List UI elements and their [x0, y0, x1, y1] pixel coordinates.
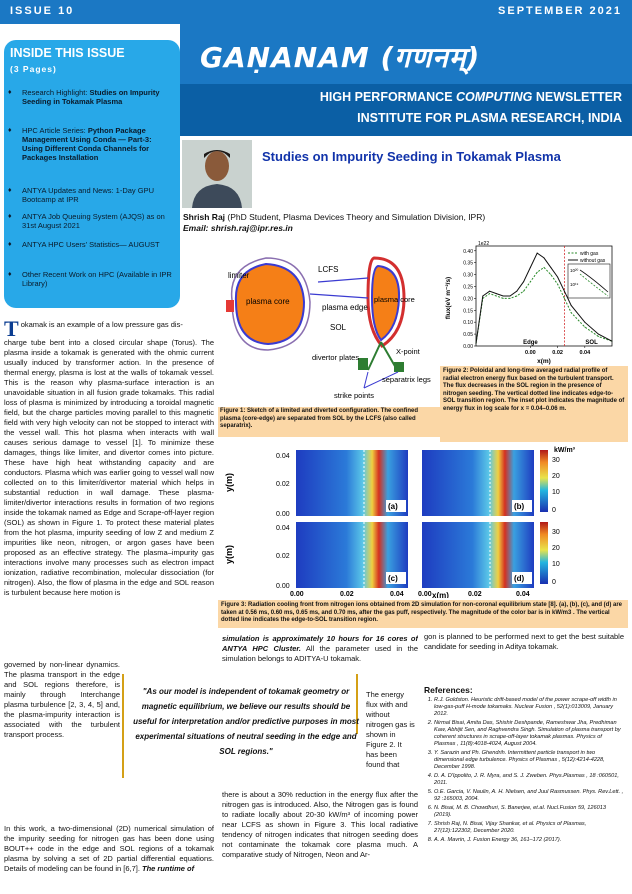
panel-label-b: (b)	[514, 502, 525, 511]
fig3-ytick: 0.04	[276, 453, 290, 460]
x-tick-label: 0.04	[579, 350, 591, 356]
fig3-ytick: 0.00	[276, 583, 290, 590]
colorbar-tick: 30	[552, 529, 560, 536]
reference-item: 2. Nirmal Bisai, Amita Das, Shishir Deshpande, Rameshwar Jha, Predhiman Kaw, Abhijit Sen, and Raghvendra Singh. Simulation of plasma transport by coherent structures in scrape-off-layer tokamak plasmas. Physics of Plasmas , 11(8):4018-4024, August 2004.	[434, 720, 624, 748]
fig3-ytick: 0.04	[276, 525, 290, 532]
data-point	[503, 296, 504, 297]
data-point	[496, 296, 497, 297]
fig3-xtick: 0.02	[468, 591, 482, 598]
quote-bar	[122, 674, 124, 778]
legend-label: with gas	[580, 251, 599, 257]
reference-item: 4. D. A. D'Ippolito, J. R. Myra, and S. J. Zweben. Phys.Plasmas , 18 :060501, 2011.	[434, 773, 624, 787]
data-point	[476, 343, 477, 344]
data-point	[530, 281, 531, 282]
label-sol: SOL	[330, 323, 347, 332]
sidebar-item[interactable]: ♦ ANTYA Updates and News: 1-Day GPU Bootcamp at IPR	[8, 186, 154, 204]
data-point	[530, 267, 531, 268]
label-divertor: divertor plates	[312, 353, 360, 362]
data-point	[523, 291, 524, 292]
reference-item: 7. Shrish Raj, N. Bisai, Vijay Shankar, et al. Physics of Plasmas, 27(12):122302, December 2020.	[434, 821, 624, 835]
data-point	[496, 293, 497, 294]
data-point	[557, 284, 558, 285]
data-point	[612, 341, 613, 342]
sidebar-item[interactable]: ♦ Other Recent Work on HPC (Available in IPR Library)	[8, 270, 172, 288]
colorbar-tick: 10	[552, 561, 560, 568]
data-point	[571, 305, 572, 306]
masthead-title: GAṆANAM (गणनम्)	[200, 41, 481, 74]
colorbar-tick: 20	[552, 545, 560, 552]
fig3-ytick: 0.02	[276, 553, 290, 560]
data-point	[557, 276, 558, 277]
data-point	[584, 322, 585, 323]
fig3-ylabel-top: y(m)	[224, 472, 234, 492]
panel-label-d: (d)	[514, 574, 525, 583]
data-point	[544, 257, 545, 258]
label-plasma-core-right: plasma core	[374, 295, 415, 304]
pull-quote: "As our model is independent of tokamak geometry or magnetic equilibrium, we believe our results should be useful for interpretation and/or predictive purposes in most experimental situations of neutral seeding in the edge and SOL regions."	[133, 687, 359, 756]
label-plasma-core-left: plasma core	[246, 297, 290, 306]
data-point	[482, 296, 483, 297]
author-photo	[182, 140, 252, 208]
y-tick-label: 0.00	[463, 344, 473, 350]
y-tick-label: 0.35	[463, 260, 473, 267]
x-tick-label: 0.00	[525, 350, 536, 356]
colorbar-top	[540, 450, 548, 512]
newsletter-subtitle: HIGH PERFORMANCE COMPUTING NEWSLETTER	[319, 90, 622, 104]
data-point	[489, 291, 490, 292]
fig3-xtick: 0.04	[390, 591, 404, 598]
fig3-xtick: 0.04	[516, 591, 530, 598]
body-paragraph-right: gon is planned to be performed next to get the best suitable candidate for seeding in Aditya tokamak.	[424, 632, 624, 651]
figure-2-chart	[440, 238, 620, 365]
data-point	[550, 267, 551, 268]
figure-1-caption: Figure 1: Sketch of a limited and diverted configuration. The confined plasma (core-edge) are separated from SOL by the LCFS (also called separatrix).	[218, 407, 440, 437]
data-point	[564, 291, 565, 292]
body-paragraph-middle: simulation is approximately 10 hours for 16 cores of ANTYA HPC Cluster. All the parameter used in the simulation belongs to ADITYA-U tokamak.	[222, 634, 418, 663]
data-point	[544, 267, 545, 268]
y-tick-label: 0.30	[463, 272, 473, 279]
body-paragraph-2: In this work, a two-dimensional (2D) numerical simulation of the impurity seeding for nitrogen gas has been done using BOUT++ code in the edge and SOL regions of a tokamak plasma by solving a set of 2D partial differential equations. Details of modeling can be found in [6,7]. The runtime of	[4, 824, 214, 873]
data-point	[550, 274, 551, 275]
body-paragraph-1: charge tube bent into a closed circular shape (Torus). The plasma inside a tokamak is generated with the ohmic current usually induced by transformer action. In the presence of thermal energy, plasma is lost at the walls of tokamak vessel. This is the reason why plasma-surface interaction is an unavoidable situation in all fusion grade tokamaks. This radial loss of plasma is minimized by introducing a toroidal magnetic field, but the charge particles moving parallel to this magnetic field with very high velocity can not be stopped to interact with the vessel wall. This hot plasma when interacts with wall causes serious damage to vessel [1]. To minimize these damages, things like limiter, and divertor comes into picture. These have high heat withstanding capacity and are conductors. Plasma which was earlier going to vessel wall now collected on to this limiter/divertor material which helps in substantial reduction in wall damage. These plasma-limiter/divertor interactions results in formation of two regions inside the tokamak named as Edge and Scrape-off-layer region (SOL) as shown in Figure 1. To protect these material plates from the hot plasma, impurity seeding of low Z and medium Z impurities like neon, nitrogen, or argon gases have been proposed as an effective strategy. The plasma–impurity gas interactions involve many processes such as electron impact ionization, radiative recombination, molecular dissociation (for nitrogen). Also, the flow of plasma in the edge and SOL reason is turbulent because here motion is	[4, 338, 214, 597]
data-point	[503, 298, 504, 299]
inside-this-issue-box	[4, 40, 180, 308]
issue-date: SEPTEMBER 2021	[498, 5, 622, 17]
colorbar-tick: 30	[552, 457, 560, 464]
colorbar-tick: 0	[552, 579, 556, 586]
diamond-bullet-icon: ♦	[8, 241, 12, 248]
top-bar	[0, 0, 632, 24]
figure-1-diagram	[218, 238, 440, 406]
sidebar-item[interactable]: ♦ ANTYA Job Queuing System (AJQS) as on 31st August 2021	[8, 212, 165, 230]
y-tick-label: 0.25	[463, 284, 473, 291]
scale-label: 1e22	[478, 241, 490, 247]
colorbar-tick: 20	[552, 473, 560, 480]
colorbar-unit: kW/m³	[554, 447, 575, 454]
label-xpoint: X-point	[396, 347, 420, 356]
data-point	[523, 281, 524, 282]
data-point	[489, 293, 490, 294]
fig3-xlabel: x(m)	[432, 591, 449, 598]
reference-item: 5. O.E. Garcia, V. Naulin, A. H. Nielsen, and Juul Rasmussen. Phys. Rev.Lett. , 92 :165003, 2004.	[434, 789, 624, 803]
sidebar-subtitle: (3 Pages)	[10, 64, 57, 74]
y-tick-label: 0.05	[463, 332, 473, 339]
references-title: References:	[424, 685, 473, 695]
panel-label-c: (c)	[388, 574, 398, 583]
newsletter-band	[180, 84, 632, 136]
reference-item: 3. Y. Sarazin and Ph. Ghendrih. Intermittent particle transport in two dimensional edge turbulence. Physics of Plasmas , 5(12):4214-4228, December 1998.	[434, 750, 624, 771]
data-point	[598, 334, 599, 335]
author-line: Shrish Raj (PhD Student, Plasma Devices Theory and Simulation Division, IPR)	[183, 212, 486, 222]
legend-label: without gas	[580, 258, 606, 264]
data-point	[571, 312, 572, 313]
data-point	[510, 296, 511, 297]
data-point	[516, 296, 517, 297]
article-title: Studies on Impurity Seeding in Tokamak Plasma	[262, 149, 561, 164]
label-limiter: limiter	[228, 271, 250, 280]
reference-item: 1. R.J. Goldston. Heuristic drift-based model of the power scrape-off width in low-gas-puff H-mode tokamaks. Nuclear Fusion , 52(1):013009, January 2012.	[434, 697, 624, 718]
x-tick-label: 0.02	[552, 350, 563, 356]
colorbar-tick: 10	[552, 489, 560, 496]
region-label-sol: SOL	[585, 340, 598, 346]
intro-paragraph: Tokamak is an example of a low pressure gas dis-	[4, 316, 183, 341]
inset-tick: 10²⁰	[570, 268, 579, 273]
figure-3-panels	[218, 442, 628, 598]
diamond-bullet-icon: ♦	[8, 89, 12, 96]
fig3-xtick: 0.00	[418, 591, 432, 598]
label-lcfs: LCFS	[318, 265, 339, 274]
y-tick-label: 0.40	[463, 248, 473, 255]
fig3-xtick: 0.02	[340, 591, 354, 598]
reference-item: 8. A. A. Mavrin, J. Fusion Energy 36, 161–172 (2017).	[434, 837, 624, 844]
diamond-bullet-icon: ♦	[8, 127, 12, 134]
references-list	[424, 697, 624, 846]
fig3-ylabel-bottom: y(m)	[224, 544, 234, 564]
reference-item: 6. N. Bisai, M. B. Chowdhuri, S. Banerjee, et.al. Nucl.Fusion 59, 126013 (2019).	[434, 805, 624, 819]
y-tick-label: 0.20	[463, 296, 473, 303]
institute-name: INSTITUTE FOR PLASMA RESEARCH, INDIA	[357, 111, 622, 125]
diamond-bullet-icon: ♦	[8, 213, 12, 220]
issue-number: ISSUE 10	[10, 5, 75, 17]
label-strike-points: strike points	[334, 391, 375, 400]
sidebar-item[interactable]: ♦ Research Highlight: Studies on Impurity Seeding in Tokamak Plasma	[8, 88, 160, 106]
body-paragraph-1-cont: governed by non-linear dynamics. The plasma transport in the edge and SOL regions therefore, is mainly through Interchange plasma turbulence [2, 3, 4, 5] and, the plasma-impurity interaction is associated with the turbulent transport process.	[4, 660, 120, 739]
data-point	[510, 298, 511, 299]
sidebar-title: INSIDE THIS ISSUE	[10, 46, 125, 60]
chart-ylabel: flux(eV m⁻²/s)	[445, 276, 452, 320]
fig3-ytick: 0.00	[276, 511, 290, 518]
figure-2-caption: Figure 2: Poloidal and long-time averaged radial profile of radial electron energy flux based on the turbulent transport. The flux decreases in the SOL region in the presence of nitrogen seeding. The vertical dotted line indicates edge-to-SOL transition region. The inset plot indicates the magnitude of energy flux in log scale for x = 0.04–0.06 m.	[440, 366, 628, 442]
y-tick-label: 0.10	[463, 320, 473, 327]
body-paragraph-energy-cont: there is about a 30% reduction in the energy flux after the nitrogen gas is introduced. Also, the Nitrogen gas is found to radiate locally about 20-30 kW/m³ of incoming power near LCFS as shown in Figure 3. This local radiative tendency of nitrogen indicates that nitrogen seeding does not contaminate the tokamak core plasma much. A comparative study of Nitrogen, Neon and Ar-	[222, 790, 418, 859]
label-separatrix: separatrix legs	[382, 375, 431, 384]
data-point	[584, 326, 585, 327]
author-email[interactable]: Email: shrish.raj@ipr.res.in	[183, 223, 293, 233]
region-label-edge: Edge	[523, 340, 538, 346]
y-tick-label: 0.15	[463, 308, 473, 315]
sidebar-item[interactable]: ♦ ANTYA HPC Users' Statistics— AUGUST	[8, 240, 160, 249]
colorbar-tick: 0	[552, 507, 556, 514]
data-point	[564, 298, 565, 299]
fig3-xtick: 0.00	[290, 591, 304, 598]
diamond-bullet-icon: ♦	[8, 187, 12, 194]
colorbar-bottom	[540, 522, 548, 584]
sidebar-item[interactable]: ♦ HPC Article Series: Python Package Management Using Conda — Part-3: Using Different Conda Channels for Packages Installation	[8, 126, 152, 162]
figure-3-caption: Figure 3: Radiation cooling front from nitrogen ions obtained from 2D simulation for non-coronal equilibrium state [8]. (a), (b), (c), and (d) are taken at 0.56 ms, 0.60 ms, 0.65 ms, and 0.70 ms, after the gas puff, respectively. The magnitude of the color bar is in kW/m3 . The vertical dotted line indicates the edge-to-SOL transition region.	[218, 600, 628, 628]
data-point	[537, 253, 538, 254]
data-point	[516, 291, 517, 292]
diamond-bullet-icon: ♦	[8, 271, 12, 278]
inset-tick: 10¹⁹	[570, 282, 579, 287]
drop-cap: T	[4, 316, 19, 341]
body-paragraph-energy: The energy flux with and without nitrogen gas is shown in Figure 2. It has been found that	[366, 690, 415, 769]
data-point	[537, 272, 538, 273]
chart-xlabel: x(m)	[537, 358, 551, 365]
masthead-band	[180, 24, 632, 84]
fig3-ytick: 0.02	[276, 481, 290, 488]
data-point	[598, 336, 599, 337]
panel-label-a: (a)	[388, 502, 398, 511]
label-plasma-edge: plasma edge	[322, 303, 368, 312]
